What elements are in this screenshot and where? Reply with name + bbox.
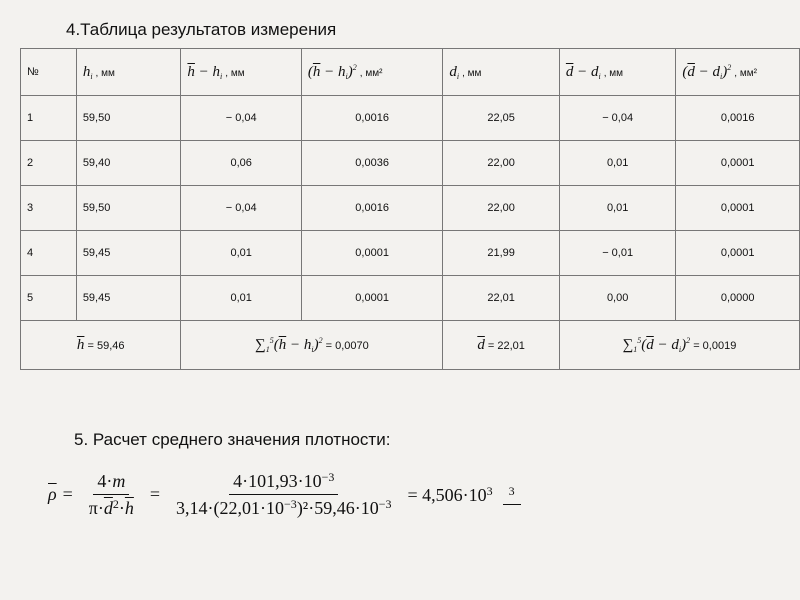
cell-number: 4: [21, 231, 77, 276]
formula-equals: =: [62, 484, 73, 504]
cell-h-deviation-squared: 0,0036: [301, 141, 442, 186]
cell-number: 2: [21, 141, 77, 186]
summary-d-mean: $\overline{d} = 22,01$: [443, 321, 560, 370]
header-h-deviation: $\overline{h} - h_i$ , мм: [181, 49, 301, 96]
cell-h-deviation: 0,01: [181, 231, 301, 276]
table-row: [21, 231, 800, 276]
cell-h-deviation-squared: 0,0016: [301, 186, 442, 231]
cell-d-deviation: 0,00: [559, 276, 676, 321]
cell-h-deviation-squared: 0,0001: [301, 276, 442, 321]
cell-h: 59,50: [76, 186, 181, 231]
cell-d-deviation: 0,01: [559, 141, 676, 186]
cell-d: 22,05: [443, 96, 560, 141]
cell-d: 22,00: [443, 186, 560, 231]
cell-d-deviation-squared: 0,0016: [676, 96, 800, 141]
cell-h-deviation-squared: 0,0001: [301, 231, 442, 276]
formula-result: = $4,506\cdot 10^3$: [407, 483, 493, 505]
cell-number: 3: [21, 186, 77, 231]
formula-symbolic-fraction: $\frac{4\cdot m}{\pi\cdot\overline{d}^2\cdot\overline{h}}$: [88, 470, 134, 518]
header-number: №: [21, 49, 77, 96]
cell-d-deviation-squared: 0,0001: [676, 186, 800, 231]
cell-d-deviation-squared: 0,0001: [676, 141, 800, 186]
cell-h-deviation: 0,06: [181, 141, 301, 186]
table-row: [21, 276, 800, 321]
table-row: [21, 96, 800, 141]
cell-h: 59,50: [76, 96, 181, 141]
cell-h: 59,40: [76, 141, 181, 186]
cell-h: 59,45: [76, 276, 181, 321]
cell-d-deviation: 0,01: [559, 186, 676, 231]
cell-d: 22,00: [443, 141, 560, 186]
cell-h-deviation: − 0,04: [181, 186, 301, 231]
results-table: [20, 48, 800, 370]
formula-numeric-fraction: $\frac{4\cdot 101,93\cdot 10^{-3}}{3,14\cdot(22,01\cdot 10^{-3})^2\cdot 59,46\cdot 10^{-3}}$: [176, 470, 392, 518]
cell-d: 22,01: [443, 276, 560, 321]
cell-h-deviation-squared: 0,0016: [301, 96, 442, 141]
cell-number: 5: [21, 276, 77, 321]
header-d-deviation-squared: $(\overline{d} - d_i)^2$, мм²: [676, 49, 800, 96]
header-h: $h_i$ , мм: [76, 49, 181, 96]
summary-d-sum-squares: $\sum_1^5(\overline{d} - d_i)^2 = 0,0019$: [559, 321, 799, 370]
cell-d: 21,99: [443, 231, 560, 276]
density-formula: [48, 470, 521, 519]
cell-h: 59,45: [76, 231, 181, 276]
summary-h-sum-squares: $\sum_1^5(\overline{h} - h_i)^2 = 0,0070$: [181, 321, 443, 370]
table-row: [21, 186, 800, 231]
formula-equals: =: [149, 484, 161, 504]
cell-d-deviation-squared: 0,0001: [676, 231, 800, 276]
formula-unit: 3: [503, 484, 521, 505]
formula-rho-mean: $\overline{\rho}$: [48, 484, 57, 504]
header-h-deviation-squared: $(\overline{h} - h_i)^2$, мм²: [301, 49, 442, 96]
summary-h-mean: $\overline{h} = 59,46$: [21, 321, 181, 370]
cell-h-deviation: − 0,04: [181, 96, 301, 141]
table-header-row: [21, 49, 800, 96]
cell-d-deviation: − 0,04: [559, 96, 676, 141]
cell-d-deviation-squared: 0,0000: [676, 276, 800, 321]
section-4-title: 4.Таблица результатов измерения: [66, 20, 337, 39]
header-d-deviation: $\overline{d} - d_i$ , мм: [559, 49, 676, 96]
cell-h-deviation: 0,01: [181, 276, 301, 321]
summary-row: [21, 321, 800, 370]
header-d: $d_i$ , мм: [443, 49, 560, 96]
table-row: [21, 141, 800, 186]
cell-d-deviation: − 0,01: [559, 231, 676, 276]
cell-number: 1: [21, 96, 77, 141]
section-5-title: 5. Расчет среднего значения плотности:: [74, 430, 391, 449]
